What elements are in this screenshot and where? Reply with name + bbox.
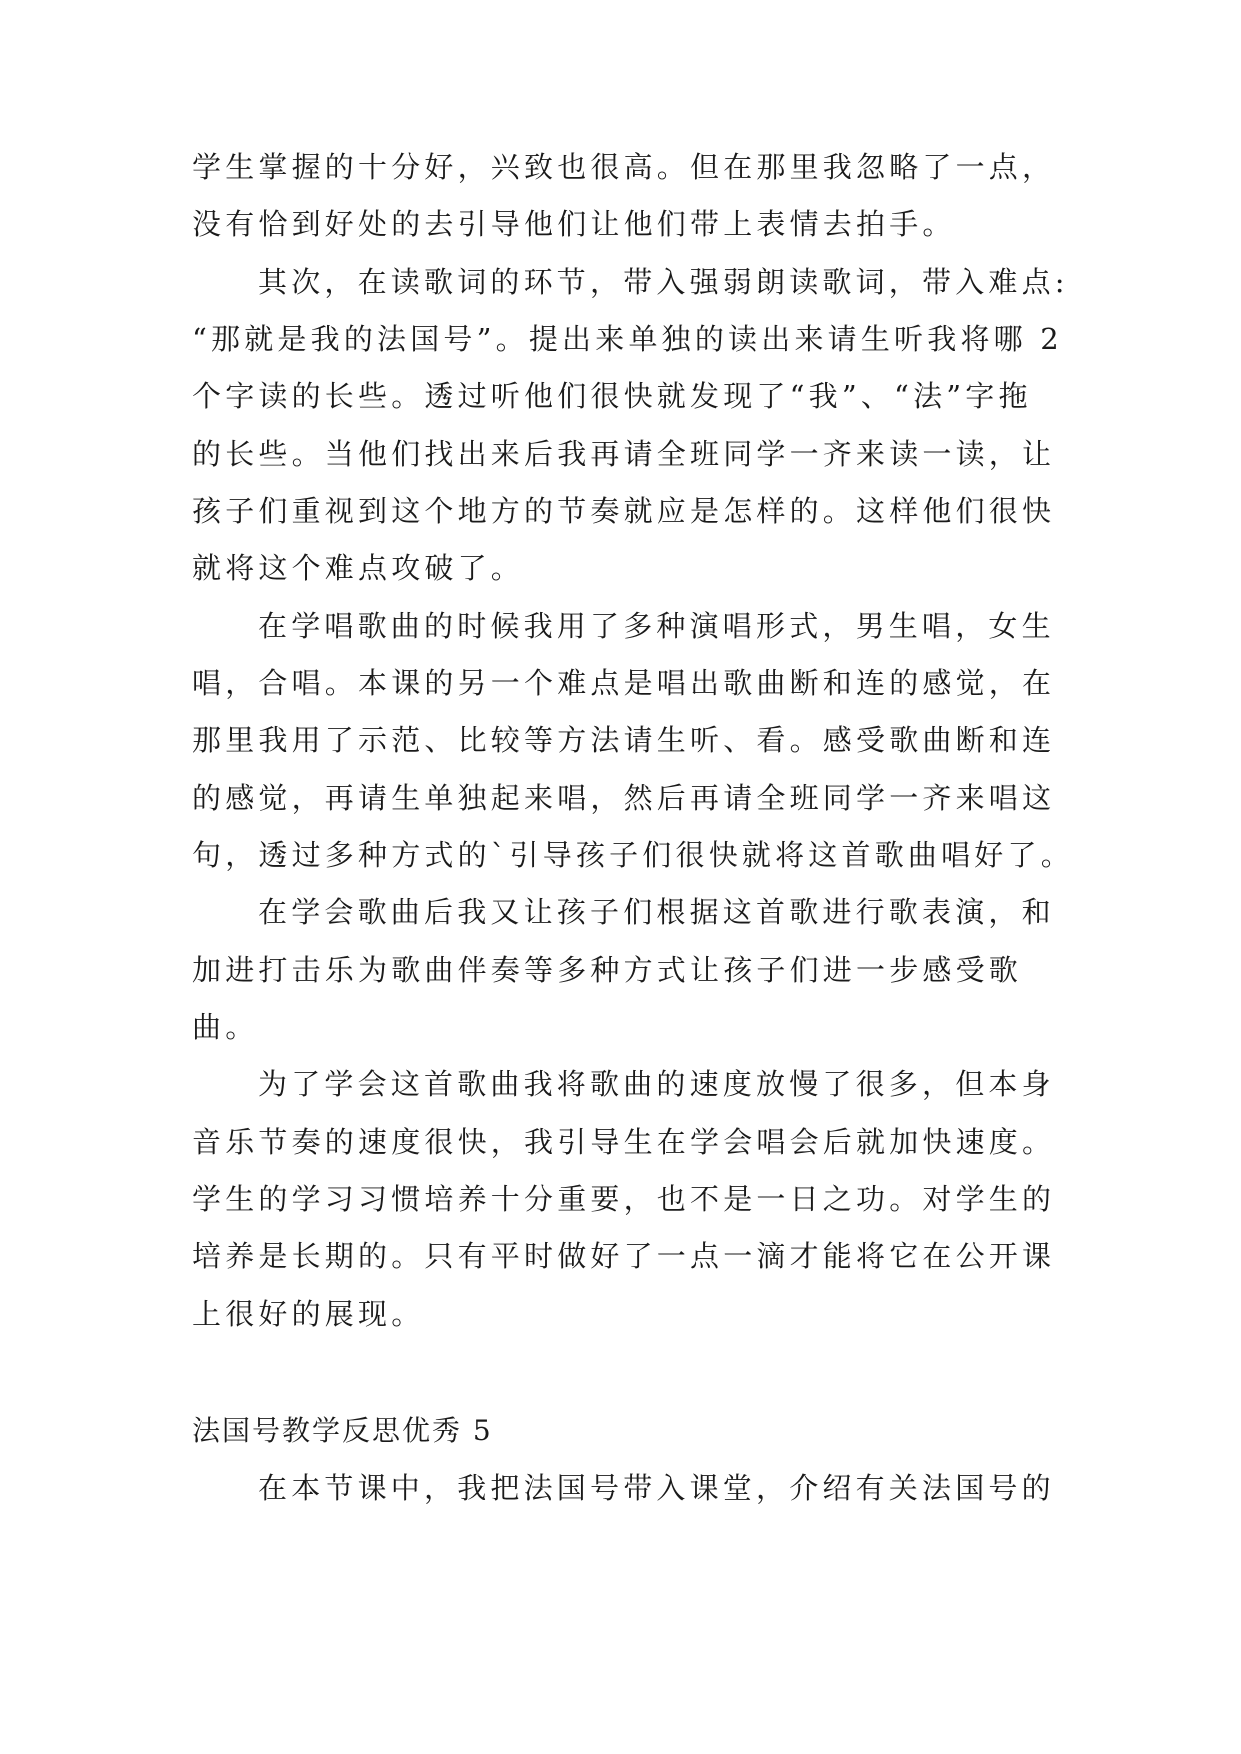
paragraph-start-line: 在学唱歌曲的时候我用了多种演唱形式，男生唱，女生	[258, 609, 1055, 643]
paragraph-start-line: 在学会歌曲后我又让孩子们根据这首歌进行歌表演，和	[258, 895, 1055, 929]
text-line-15: 加进打击乐为歌曲伴奏等多种方式让孩子们进一步感受歌	[192, 953, 1023, 987]
text-line-19: 学生的学习习惯培养十分重要，也不是一日之功。对学生的	[192, 1182, 1056, 1216]
text-line-10: 唱，合唱。本课的另一个难点是唱出歌曲断和连的感觉，在	[192, 666, 1056, 700]
text-line-8: 就将这个难点攻破了。	[192, 551, 525, 585]
text-line-5: 个字读的长些。透过听他们很快就发现了“我”、“法”字拖	[192, 379, 1032, 413]
paragraph-start-line: 为了学会这首歌曲我将歌曲的速度放慢了很多，但本身	[258, 1067, 1055, 1101]
text-line-2: 没有恰到好处的去引导他们让他们带上表情去拍手。	[192, 207, 956, 241]
paragraph-start-line: 其次，在读歌词的环节，带入强弱朗读歌词，带入难点:	[258, 265, 1069, 299]
section-heading: 法国号教学反思优秀 5	[192, 1414, 493, 1447]
text-line-1: 学生掌握的十分好，兴致也很高。但在那里我忽略了一点，	[192, 150, 1056, 184]
paragraph-start-line: 在本节课中，我把法国号带入课堂，介绍有关法国号的	[258, 1471, 1055, 1505]
text-line-13: 句，透过多种方式的`引导孩子们很快就将这首歌曲唱好了。	[192, 838, 1074, 872]
text-line-21: 上很好的展现。	[192, 1297, 425, 1331]
text-line-7: 孩子们重视到这个地方的节奏就应是怎样的。这样他们很快	[192, 494, 1056, 528]
text-line-16: 曲。	[192, 1010, 259, 1044]
text-line-18: 音乐节奏的速度很快，我引导生在学会唱会后就加快速度。	[192, 1125, 1056, 1159]
text-line-4: “那就是我的法国号”。提出来单独的读出来请生听我将哪 2	[192, 322, 1063, 356]
text-line-12: 的感觉，再请生单独起来唱，然后再请全班同学一齐来唱这	[192, 781, 1056, 815]
text-line-11: 那里我用了示范、比较等方法请生听、看。感受歌曲断和连	[192, 723, 1056, 757]
text-line-20: 培养是长期的。只有平时做好了一点一滴才能将它在公开课	[192, 1239, 1056, 1273]
text-line-6: 的长些。当他们找出来后我再请全班同学一齐来读一读，让	[192, 437, 1056, 471]
